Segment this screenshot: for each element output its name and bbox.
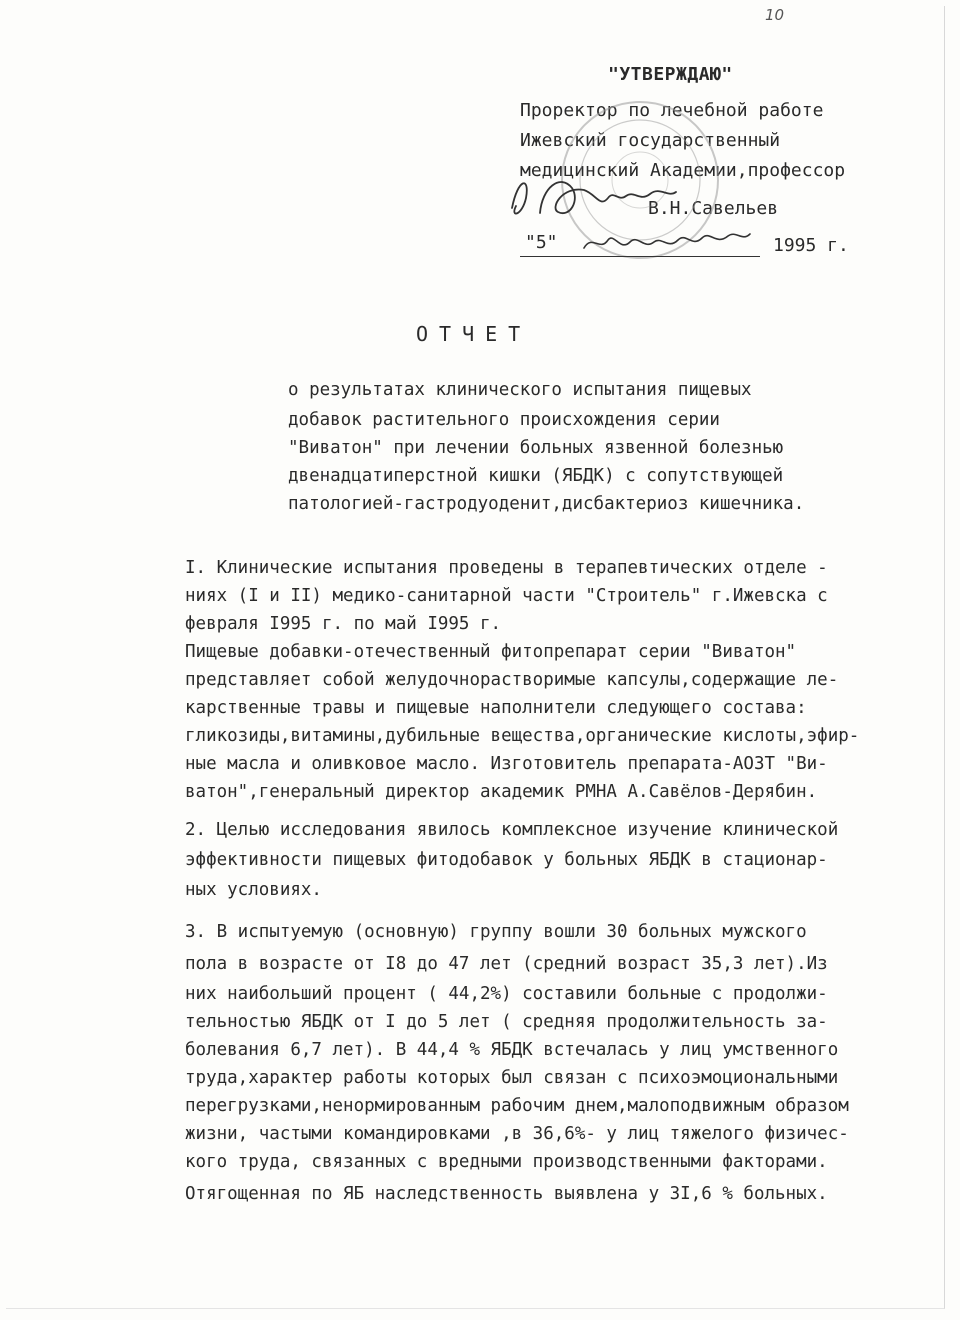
body-line: I. Клинические испытания проведены в терапевтических отделе - xyxy=(185,558,828,578)
approval-date-day: "5" xyxy=(525,232,558,253)
body-line: ватон",генеральный директор академик РМНА А.Савёлов-Дерябин. xyxy=(185,782,818,802)
document-title: ОТЧЕТ xyxy=(416,322,532,346)
page-number: 10 xyxy=(765,6,785,24)
subtitle-line: "Виватон" при лечении больных язвенной болезнью xyxy=(288,438,784,458)
approval-title: "УТВЕРЖДАЮ" xyxy=(608,64,733,85)
approver-name: В.Н.Савельев xyxy=(648,198,779,219)
body-line: представляет собой желудочнорастворимые капсулы,содержащие ле- xyxy=(185,670,839,690)
body-line: Отягощенная по ЯБ наследственность выявлена у 3I,6 % больных. xyxy=(185,1184,828,1204)
signature-icon xyxy=(500,168,700,228)
body-line: тельностью ЯБДК от I до 5 лет ( средняя продолжительность за- xyxy=(185,1012,828,1032)
date-underline xyxy=(520,256,760,257)
approval-date-year: 1995 г. xyxy=(773,235,849,256)
body-line: февраля I995 г. по май I995 г. xyxy=(185,614,502,634)
body-line: 2. Целью исследования явилось комплексное изучение клинической xyxy=(185,820,839,840)
approval-line-1: Проректор по лечебной работе xyxy=(520,100,824,121)
body-line: болевания 6,7 лет). В 44,4 % ЯБДК встечалась у лиц умственного xyxy=(185,1040,839,1060)
body-line: перегрузками,ненормированным рабочим днем,малоподвижным образом xyxy=(185,1096,849,1116)
subtitle-line: двенадцатиперстной кишки (ЯБДК) с сопутствующей xyxy=(288,466,784,486)
body-line: ных условиях. xyxy=(185,880,322,900)
approval-line-2: Ижевский государственный xyxy=(520,130,781,151)
body-line: Пищевые добавки-отечественный фитопрепарат серии "Виватон" xyxy=(185,642,797,662)
body-line: 3. В испытуемую (основную) группу вошли 30 больных мужского xyxy=(185,922,807,942)
subtitle-line: патологией-гастродуоденит,дисбактериоз кишечника. xyxy=(288,494,805,514)
body-line: труда,характер работы которых был связан с психоэмоциональными xyxy=(185,1068,839,1088)
body-line: жизни, частыми командировками ,в 36,6%- у лиц тяжелого физичес- xyxy=(185,1124,849,1144)
body-line: ные масла и оливковое масло. Изготовитель препарата-АОЗТ "Ви- xyxy=(185,754,828,774)
subtitle-line: добавок растительного происхождения серии xyxy=(288,410,720,430)
subtitle-line: о результатах клинического испытания пищевых xyxy=(288,380,752,400)
body-line: пола в возрасте от I8 до 47 лет (средний возраст 35,3 лет).Из xyxy=(185,954,828,974)
body-line: карственные травы и пищевые наполнители следующего состава: xyxy=(185,698,807,718)
body-line: кого труда, связанных с вредными производственными факторами. xyxy=(185,1152,828,1172)
body-line: ниях (I и II) медико-санитарной части "Строитель" г.Ижевска с xyxy=(185,586,828,606)
body-line: них наибольший процент ( 44,2%) составили больные с продолжи- xyxy=(185,984,828,1004)
body-line: гликозиды,витамины,дубильные вещества,органические кислоты,эфир- xyxy=(185,726,860,746)
body-line: эффективности пищевых фитодобавок у больных ЯБДК в стационар- xyxy=(185,850,828,870)
approval-line-3: медицинский Академии,профессор xyxy=(520,160,846,181)
